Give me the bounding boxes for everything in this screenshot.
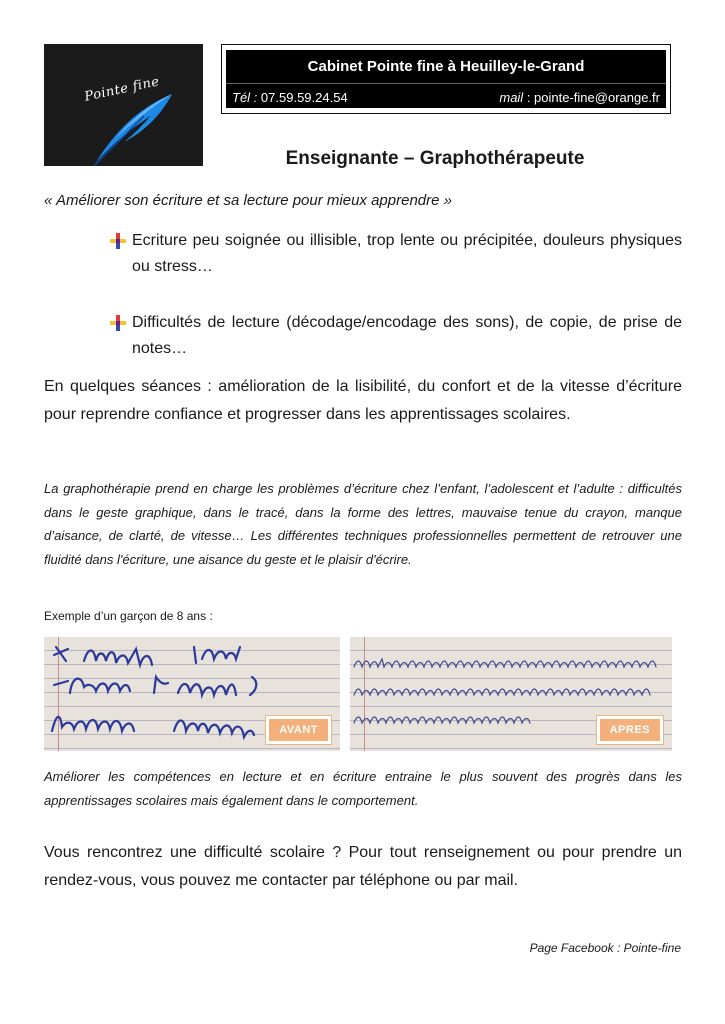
tagline-quote: « Améliorer son écriture et sa lecture pour mieux apprendre » [44,192,452,209]
logo [44,44,203,166]
bullet-item [110,228,682,280]
page-title: Enseignante – Graphothérapeute [285,148,585,169]
handwriting-sample-before [44,637,340,751]
paragraph-seances: En quelques séances : amélioration de la lisibilité, du confort et de la vitesse d’écriture pour reprendre confiance et progresser dans les apprentissages scolaires. [44,378,682,423]
header-email [499,90,660,105]
before-label: AVANT [269,719,328,741]
paragraph-contact: Vous rencontrez une difficulté scolaire ? Pour tout renseignement ou pour prendre un rendez-vous, vous pouvez me contacter par téléphone ou par mail. [44,844,682,889]
facebook-page-link[interactable]: Page Facebook : Pointe-fine [529,941,681,955]
logo-text: Pointe fine [83,74,161,105]
bullet-arrow-icon [110,315,126,331]
header-box [221,44,671,114]
feather-quill-icon [44,44,203,166]
email-label: mail [499,90,524,105]
header-inner [226,50,666,108]
after-label: APRES [600,719,660,741]
after-stamp [596,715,664,745]
header-divider [226,83,666,84]
phone-value[interactable]: 07.59.59.24.54 [260,90,348,105]
bullet-item [110,310,682,362]
phone-label: Tél : [232,90,258,105]
bullet-text: Ecriture peu soignée ou illisible, trop lente ou précipitée, douleurs physiques ou stress… [132,232,682,275]
email-value[interactable]: : pointe-fine@orange.fr [526,90,660,105]
before-stamp [265,715,332,745]
bullet-arrow-icon [110,233,126,249]
paragraph-progres: Améliorer les compétences en lecture et en écriture entraine le plus souvent des progrès dans les apprentissages scolaires mais également dans le comportement. [44,769,682,808]
header-title: Cabinet Pointe fine à Heuilley-le-Grand [307,58,585,75]
header-phone [232,90,348,105]
paragraph-graphotherapie: La graphothérapie prend en charge les problèmes d’écriture chez l’enfant, l’adolescent et l’adulte : difficultés dans le geste graphique, dans le tracé, dans la forme des lettres, mauvaise tenue du crayon, manque d’aisance, de clarté, de vitesse… Les différentes techniques professionnelles permettent de retrouver une fluidité dans l'écriture, une aisance du geste et le plaisir d'écrire. [44,481,682,567]
handwriting-sample-after [350,637,672,751]
bullet-text: Difficultés de lecture (décodage/encodage des sons), de copie, de prise de notes… [132,314,682,357]
example-label: Exemple d’un garçon de 8 ans : [44,609,213,623]
